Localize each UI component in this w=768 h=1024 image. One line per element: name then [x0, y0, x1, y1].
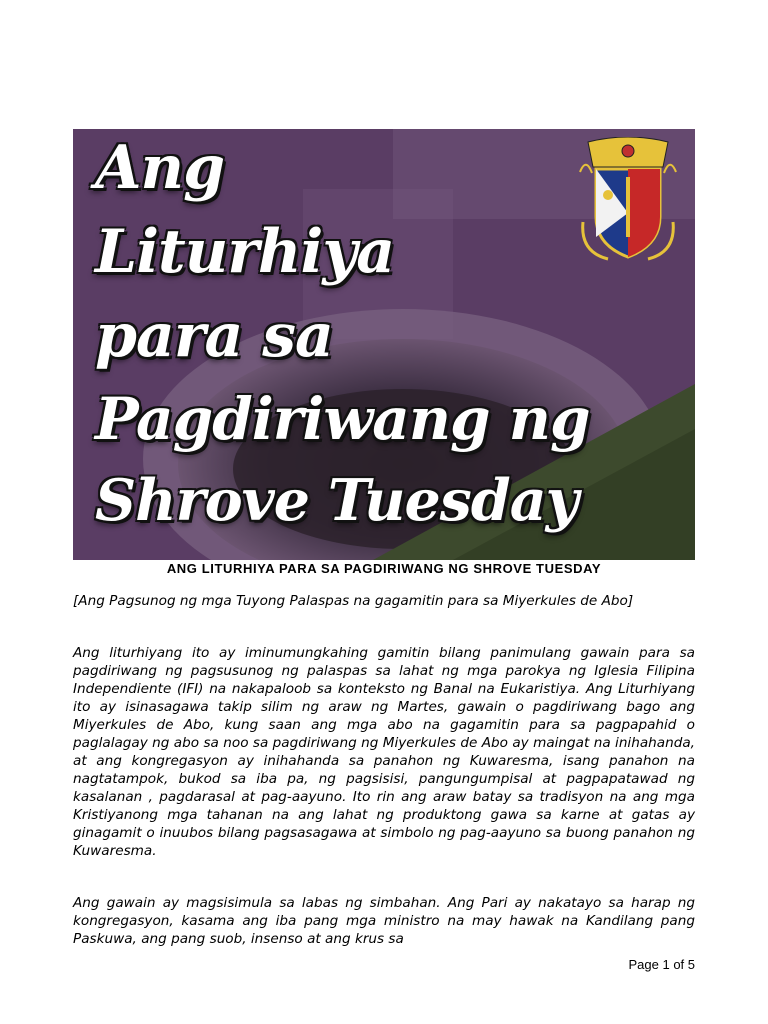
cover-banner	[73, 129, 695, 560]
subtitle-note: [Ang Pagsunog ng mga Tuyong Palaspas na gagamitin para sa Miyerkules de Abo]	[73, 593, 634, 609]
document-heading: ANG LITURHIYA PARA SA PAGDIRIWANG NG SHROVE TUESDAY	[166, 561, 602, 576]
body-paragraph: Ang liturhiyang ito ay iminumungkahing gamitin bilang panimulang gawain para sa pagdiriwang ng pagsusunog ng palaspas sa lahat ng mga parokya ng Iglesia Filipina Independiente (IFI) na nakapaloob sa konteksto ng Banal na Eukaristiya. Ang Liturhiyang ito ay isinasagawa takip silim ng araw ng Martes, gawain o pagdiriwang bago ang Miyerkules de Abo, kung saan ang mga abo na gagamitin para sa pagpapahid o paglalagay ng abo sa noo sa pagdiriwang ng Miyerkules de Abo ay maingat na inihahanda, at ang kongregasyon ay inihahanda sa panahon ng Kuwaresma, isang panahon na nagtatampok, bukod sa iba pa, ng pagsisisi, pangungumpisal at pagpapatawad ng kasalanan , pagdarasal at pag-aayuno. Ito rin ang araw batay sa tradisyon na ang mga Kristiyanong mga tahanan na ang lahat ng produktong gawa sa karne at gatas ay ginagamit o inuubos bilang pagsasagawa at simbolo ng pag-aayuno sa buong panahon ng Kuwaresma.	[73, 645, 695, 859]
banner-title-line: Pagdiriwang ng	[95, 385, 590, 453]
banner-title-line: Ang	[95, 133, 225, 203]
banner-title-line: Shrove Tuesday	[95, 467, 578, 534]
page-number: Page 1 of 5	[628, 957, 695, 972]
ifi-coat-of-arms-icon	[578, 137, 678, 267]
banner-title-line: para sa	[95, 301, 333, 371]
body-paragraph: Ang gawain ay magsisimula sa labas ng simbahan. Ang Pari ay nakatayo sa harap ng kongregasyon, kasama ang iba pang mga ministro na may hawak na Kandilang pang Paskuwa, ang pang suob, insenso at ang krus sa	[73, 895, 695, 947]
banner-title-line: Liturhiya	[95, 217, 395, 287]
